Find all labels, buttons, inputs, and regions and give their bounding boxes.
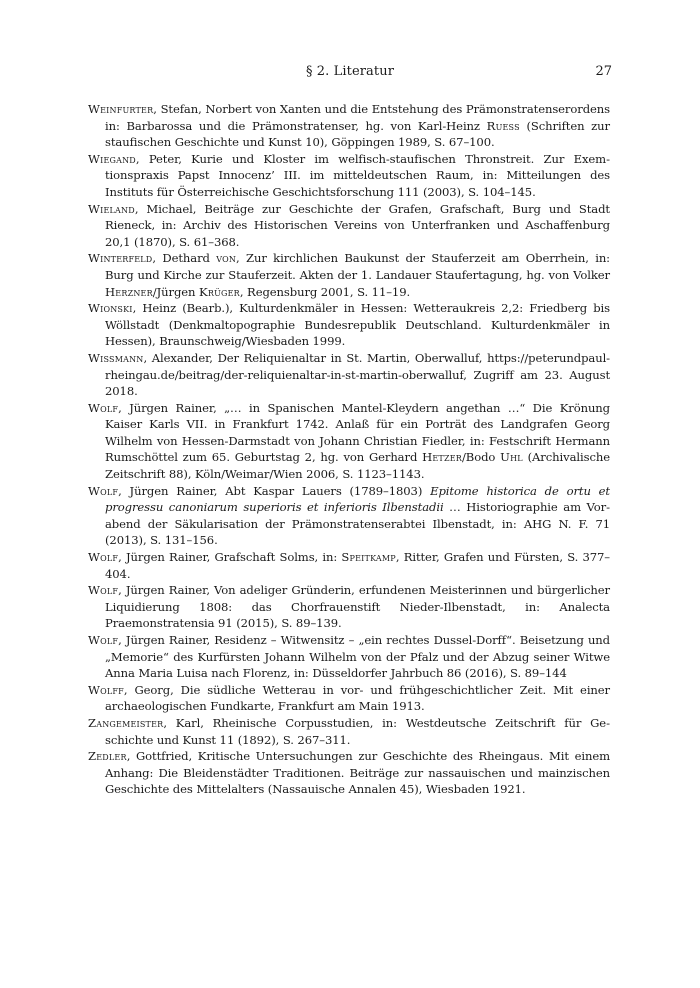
author-name: Wieland (88, 201, 135, 216)
editor-name: Hetzer (422, 450, 462, 465)
entry-text: , Karl, Rheinische Corpusstudien, in: Westdeutsche Zeitschrift für Geschichte und Kunst 11 (1892), S. 267–311. (105, 715, 610, 747)
author-name: Wolff (88, 682, 124, 697)
editor-name: Herzner (105, 284, 153, 299)
bibliography-entry (88, 682, 610, 715)
entry-text: , Jürgen Rainer, Grafschaft Solms, in: (118, 550, 342, 565)
author-name: Winterfeld (88, 251, 153, 266)
author-name: Zangemeister (88, 715, 164, 730)
entry-text: , Stefan, Norbert von Xanten und die Entstehung des Prämonstratenserordens in: Barbarossa und die Prämonstratenser, hg. von Karl-Heinz (105, 102, 610, 133)
bibliography-entry (88, 101, 610, 151)
author-name: Wolf (88, 583, 119, 598)
entry-text: , Ritter, Grafen und Fürsten, S. 377–404. (105, 550, 610, 581)
bibliography-entry (88, 400, 610, 483)
author-name: Weinfurter (88, 102, 154, 116)
bibliography-entry (88, 250, 610, 300)
cited-author-name: Speitkamp (341, 550, 396, 565)
bibliography-entry (88, 549, 610, 582)
author-name: Zedler (88, 749, 127, 764)
bibliography-entry (88, 201, 610, 251)
entry-text: … Historiographie am Vorabend der Säkularisation der Prämonstratenserabtei Ilbenstadt, in: AHG N. F. 71 (2013), S. 131–156. (105, 500, 610, 548)
bibliography-entry (88, 483, 610, 549)
author-particle: von (216, 251, 237, 266)
editor-name: Uhl (500, 450, 523, 465)
entry-text: , Jürgen Rainer, Von adeliger Gründerin, erfundenen Meisterinnen und bürgerlicher Liquidierung 1808: das Chorfrauenstift Nieder-Ilbenstadt, in: Analecta Praemonstratensia 91 (2015), S. 89–139. (105, 583, 610, 631)
author-name: Wiegand (88, 151, 136, 166)
entry-text: , Regensburg 2001, S. 11–19. (239, 284, 411, 299)
bibliography-entry (88, 350, 610, 400)
entry-text: , Peter, Kurie und Kloster im welfisch-staufischen Thronstreit. Zur Exemtionspraxis Papst Innocenz’ III. im mitteldeutschen Raum, in: Mitteilungen des Instituts für Österreichische Geschichtsforschung 111 (2003), S. 104–145. (105, 151, 610, 199)
page-number: 27 (595, 64, 612, 79)
entry-text: , Zur kirchlichen Baukunst der Stauferzeit am Oberrhein, in: Burg und Kirche zur Stauferzeit. Akten der 1. Landauer Staufertagung, hg. von Volker (105, 251, 610, 282)
editor-name: Krüger (199, 284, 240, 299)
author-name: Wolf (88, 400, 119, 415)
entry-text: , Jürgen Rainer, Residenz – Witwensitz – „ein rechtes Dussel-Dorff“. Beisetzung und „Memorie“ des Kurfürsten Johann Wilhelm von der Pfalz und der Abzug seiner Witwe Anna Maria Luisa nach Florenz, in: Düsseldorfer Jahrbuch 86 (2016), S. 89–144 (105, 633, 610, 681)
entry-text: , Georg, Die südliche Wetterau in vor- und frühgeschichtlicher Zeit. Mit einer archaeologischen Fundkarte, Frankfurt am Main 1913. (105, 682, 610, 714)
author-name: Wolf (88, 483, 119, 498)
entry-text: , Jürgen Rainer, Abt Kaspar Lauers (1789–1803) (118, 483, 431, 498)
entry-text: /Jürgen (152, 284, 199, 299)
author-name: Wolf (88, 633, 119, 647)
entry-text: (Schriften zur staufischen Geschichte und Kunst 10), Göppingen 1989, S. 67–100. (105, 118, 610, 150)
bibliography-entry (88, 632, 610, 682)
bibliography-entry (88, 300, 610, 350)
bibliography-entry (88, 715, 610, 748)
bibliography-list (88, 101, 610, 798)
author-name: Wissmann (88, 350, 144, 365)
entry-text: , Alexander, Der Reliquienaltar in St. Martin, Oberwalluf, https://peterundpaul-rheingau.de/beitrag/der-reliquienaltar-in-st-martin-oberwalluf, Zugriff am 23. August 2018. (105, 350, 610, 399)
editor-name: Ruess (486, 118, 520, 133)
entry-text: , Heinz (Bearb.), Kulturdenkmäler in Hessen: Wetteraukreis 2,2: Friedberg bis Wöllstadt (Denkmaltopographie Bundesrepublik Deutschland. Kulturdenkmäler in Hessen), Braunschweig/Wiesbaden 1999. (105, 301, 610, 349)
author-name: Wolf (88, 550, 119, 565)
entry-text: , Dethard (152, 251, 217, 266)
bibliography-entry (88, 582, 610, 632)
entry-text: , Michael, Beiträge zur Geschichte der Grafen, Grafschaft, Burg und Stadt Rieneck, in: Archiv des Historischen Vereins von Unterfranken und Aschaffenburg 20,1 (1870), S. 61–368. (105, 201, 610, 249)
bibliography-entry (88, 748, 610, 798)
section-title: § 2. Literatur (305, 64, 395, 79)
entry-text: , Gottfried, Kritische Untersuchungen zur Geschichte des Rheingaus. Mit einem Anhang: Die Bleidenstädter Traditionen. Beiträge zur nassauischen und mainzischen Geschichte des Mittelalters (Nassauische Annalen 45), Wiesbaden 1921. (105, 749, 610, 797)
entry-text: /Bodo (462, 450, 501, 465)
entry-text: (Archivalische Zeitschrift 88), Köln/Weimar/Wien 2006, S. 1123–1143. (105, 450, 610, 482)
author-name: Wionski (88, 301, 133, 316)
italic-title: Epitome historica de ortu et progressu canoniarum superioris et inferioris Ilbenstadii (105, 483, 610, 515)
bibliography-entry (88, 151, 610, 201)
running-head (88, 62, 612, 82)
entry-text: , Jürgen Rainer, „… in Spanischen Mantel-Kleydern angethan …“ Die Krönung Kaiser Karls VII. in Frankfurt 1742. Anlaß für ein Porträt des Landgrafen Georg Wilhelm von Hessen-Darmstadt von Johann Christian Fiedler, in: Festschrift Hermann Rumschöttel zum 65. Geburtstag 2, hg. von Gerhard (105, 400, 610, 465)
